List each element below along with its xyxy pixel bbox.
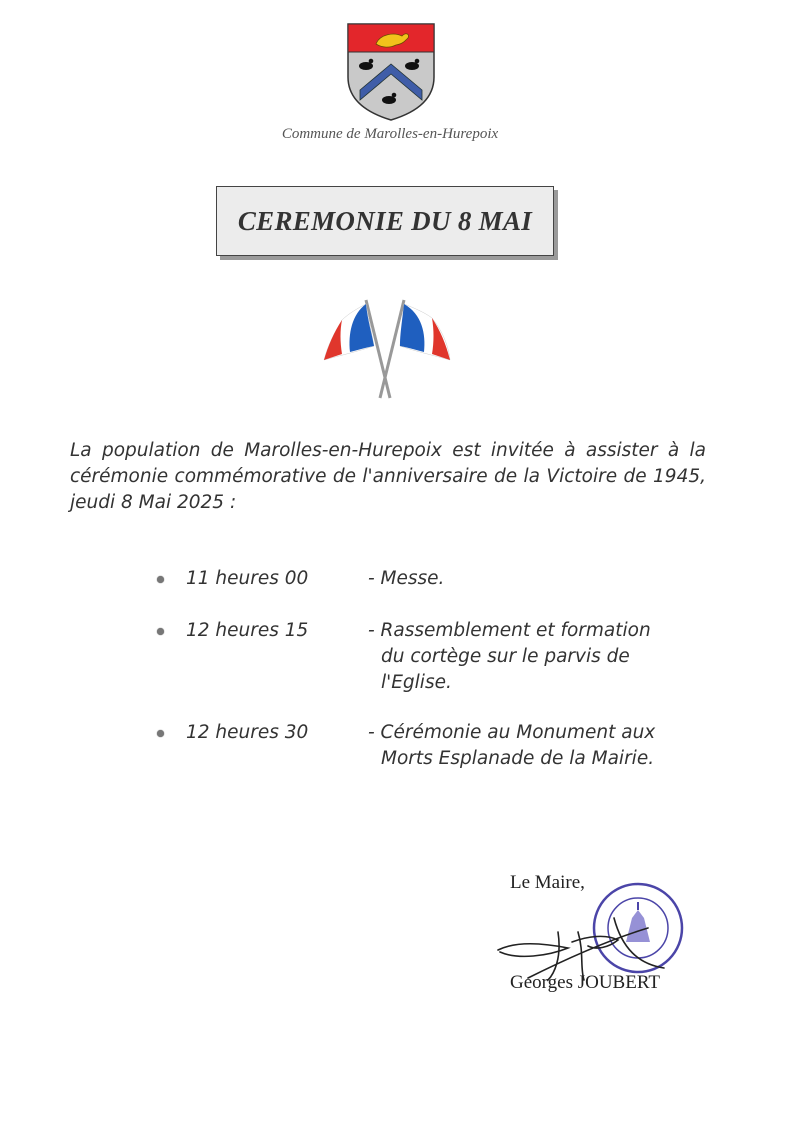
schedule-line: - Cérémonie au Monument aux xyxy=(368,722,656,743)
schedule-time: 11 heures 00 xyxy=(186,568,309,589)
signature-block xyxy=(488,868,728,998)
schedule-description xyxy=(368,720,698,772)
commune-name: Commune de Marolles-en-Hurepoix xyxy=(281,126,499,142)
schedule-time: 12 heures 30 xyxy=(186,722,309,743)
invitation-text: La population de Marolles-en-Hurepoix est invitée à assister à la cérémonie commémorative de l'anniversaire de la Victoire de 1945, jeudi 8 Mai 2025 : xyxy=(70,440,706,513)
coat-of-arms-icon xyxy=(346,22,436,122)
page-title: CEREMONIE DU 8 MAI xyxy=(237,205,533,236)
signer-name: Georges JOUBERT xyxy=(510,972,660,993)
schedule-line: - Rassemblement et formation xyxy=(368,620,651,641)
bullet-icon xyxy=(157,576,164,583)
schedule-line: - Messe. xyxy=(368,568,445,589)
schedule-line: du cortège sur le parvis de xyxy=(381,646,630,667)
signer-role: Le Maire, xyxy=(510,872,585,893)
crossed-french-flags-icon xyxy=(318,294,468,404)
bullet-icon xyxy=(157,730,164,737)
schedule-line: Morts Esplanade de la Mairie. xyxy=(381,748,655,769)
schedule-line: l'Eglise. xyxy=(381,672,452,693)
title-banner xyxy=(216,186,554,256)
schedule-time: 12 heures 15 xyxy=(186,620,309,641)
schedule-description xyxy=(368,566,698,592)
schedule-description xyxy=(368,618,698,696)
bullet-icon xyxy=(157,628,164,635)
